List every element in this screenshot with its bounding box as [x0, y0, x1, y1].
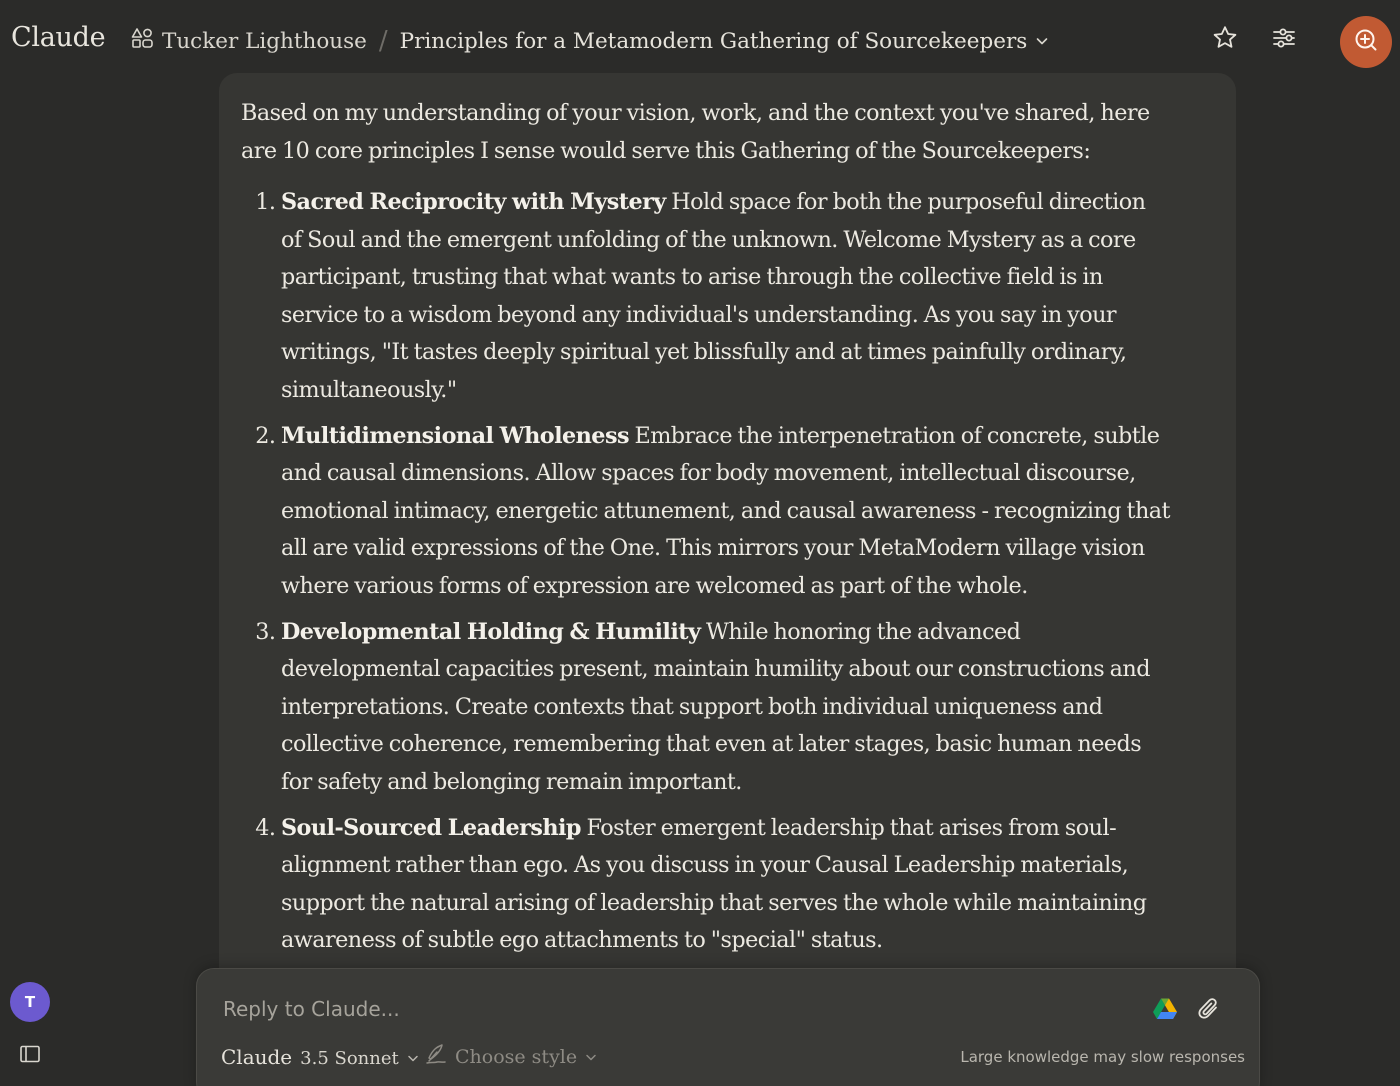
- model-name: Claude: [221, 1045, 293, 1069]
- paperclip-icon: [1197, 996, 1221, 1026]
- list-item: [281, 810, 1171, 960]
- sliders-icon: [1271, 25, 1297, 55]
- pen-style-icon: [425, 1043, 447, 1070]
- sidebar-toggle-icon: [19, 1044, 41, 1068]
- assistant-message: [219, 73, 1236, 1086]
- sidebar-toggle-button[interactable]: [14, 1040, 46, 1072]
- attach-button[interactable]: [1189, 991, 1229, 1031]
- conversation-title-menu[interactable]: [400, 29, 1050, 54]
- principle-title: Soul-Sourced Leadership: [281, 814, 581, 841]
- breadcrumb: [130, 26, 1049, 56]
- conversation-title: Principles for a Metamodern Gathering of Sourcekeepers: [399, 28, 1028, 54]
- chevron-down-icon: [1035, 29, 1049, 54]
- google-drive-button[interactable]: [1145, 991, 1185, 1031]
- project-icon: [130, 26, 154, 56]
- message-content: [219, 73, 1193, 1006]
- principle-title: Multidimensional Wholeness: [281, 422, 629, 449]
- knowledge-notice: Large knowledge may slow responses: [960, 1048, 1245, 1066]
- model-version: 3.5 Sonnet: [300, 1048, 399, 1069]
- style-label: Choose style: [455, 1045, 578, 1068]
- model-selector[interactable]: [221, 1045, 419, 1069]
- principle-body: While honoring the advanced developmental capacities present, maintain humility about our constructions and interpretations. Create contexts that support both individual uniqueness and collective coherence, remembering that even at later stages, basic human needs for safety and belonging remain important.: [281, 618, 1150, 795]
- star-button[interactable]: [1205, 20, 1245, 60]
- breadcrumb-separator: /: [378, 26, 388, 56]
- breadcrumb-project[interactable]: [130, 26, 367, 56]
- principle-body: Hold space for both the purposeful direction of Soul and the emergent unfolding of the unknown. Welcome Mystery as a core participant, trusting that what wants to arise through the collective field is in service to a wisdom beyond any individual's understanding. As you say in your writings, "It tastes deeply spiritual yet blissfully and at times painfully ordinary, simultaneously.": [281, 189, 1146, 403]
- top-actions: [1192, 16, 1392, 68]
- list-item: [281, 614, 1171, 802]
- avatar[interactable]: T: [10, 982, 50, 1022]
- principles-list: [241, 184, 1171, 1006]
- list-item: [281, 184, 1171, 409]
- chevron-down-icon: [407, 1049, 419, 1068]
- list-item: [281, 418, 1171, 606]
- share-icon: [1352, 26, 1380, 58]
- principle-body: Embrace the interpenetration of concrete, subtle and causal dimensions. Allow spaces for body movement, intellectual discourse, emotional intimacy, energetic attunement, and causal awareness - recognizing that all are valid expressions of the One. This mirrors your MetaModern village vision where various forms of expression are welcomed as part of the whole.: [281, 422, 1170, 599]
- style-selector[interactable]: [425, 1043, 597, 1070]
- reply-input[interactable]: [221, 991, 1125, 1027]
- principle-title: Developmental Holding & Humility: [281, 618, 701, 645]
- chevron-down-icon: [585, 1046, 597, 1068]
- star-icon: [1211, 24, 1239, 56]
- top-bar: [0, 0, 1400, 82]
- principle-body: Foster emergent leadership that arises from soul-alignment rather than ego. As you discuss in your Causal Leadership materials, support the natural arising of leadership that serves the whole while maintaining awareness of subtle ego attachments to "special" status.: [281, 814, 1147, 953]
- share-button[interactable]: [1340, 16, 1392, 68]
- message-intro: Based on my understanding of your vision, work, and the context you've shared, here are 10 core principles I sense would serve this Gathering of the Sourcekeepers:: [241, 100, 1150, 164]
- settings-button[interactable]: [1264, 20, 1304, 60]
- principle-title: Sacred Reciprocity with Mystery: [281, 189, 666, 215]
- project-name: Tucker Lighthouse: [162, 28, 367, 54]
- reply-composer: [196, 968, 1260, 1086]
- claude-logo[interactable]: Claude: [11, 22, 106, 53]
- google-drive-icon: [1152, 997, 1178, 1025]
